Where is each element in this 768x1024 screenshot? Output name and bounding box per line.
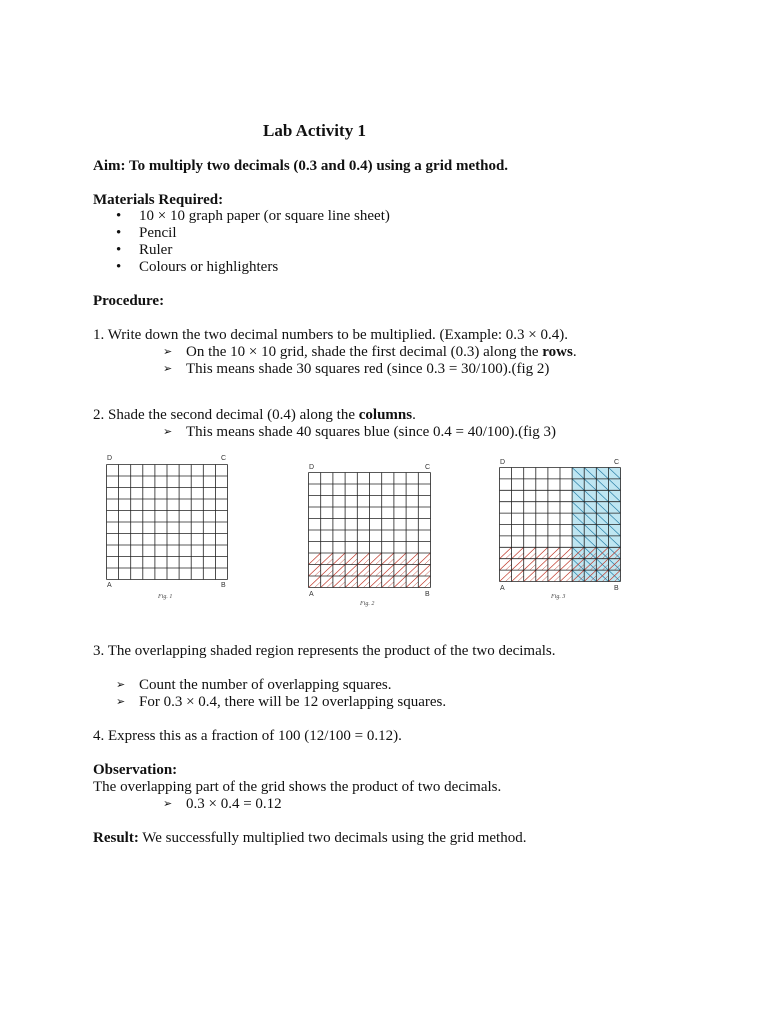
red-hatch [327, 582, 333, 588]
procedure-step-3: 3. The overlapping shaded region represents the product of the two decimals. [93, 643, 556, 659]
red-hatch [321, 553, 333, 565]
red-hatch [345, 565, 357, 577]
red-hatch [542, 553, 548, 559]
materials-heading: Materials Required: [93, 192, 224, 208]
red-hatch [339, 570, 345, 576]
corner-label-b: B [221, 582, 226, 589]
red-hatch [530, 564, 536, 570]
red-hatch [357, 553, 369, 565]
red-hatch [524, 547, 536, 558]
red-hatch [548, 547, 560, 558]
red-hatch [560, 570, 572, 581]
red-hatch [370, 576, 382, 588]
step-text: On the 10 × 10 grid, shade the first decimal (0.3) along the [186, 344, 543, 360]
red-hatch [500, 547, 512, 558]
result-text: We successfully multiplied two decimals using the grid method. [138, 830, 527, 846]
red-hatch [560, 559, 572, 570]
red-hatch [542, 576, 548, 582]
red-hatch [412, 582, 418, 588]
corner-label-b: B [614, 585, 619, 592]
red-hatch [548, 570, 560, 581]
red-hatch [554, 553, 560, 559]
red-hatch [536, 547, 548, 558]
red-hatch [388, 570, 394, 576]
red-hatch [406, 553, 418, 565]
red-hatch [512, 559, 524, 570]
grid-svg [106, 464, 228, 580]
step-bold-text: rows [542, 344, 573, 360]
step-text: 2. Shade the second decimal (0.4) along the [93, 407, 359, 423]
red-hatch [424, 570, 430, 576]
red-hatch [518, 553, 524, 559]
corner-label-d: D [309, 464, 315, 471]
red-hatch [394, 576, 406, 588]
red-hatch [566, 564, 572, 570]
materials-item: Ruler [139, 242, 173, 258]
corner-label-b: B [425, 591, 430, 598]
figure-caption: Fig. 3 [551, 594, 566, 600]
corner-label-c: C [221, 455, 227, 462]
red-hatch [363, 570, 369, 576]
red-hatch [345, 576, 357, 588]
red-hatch [518, 564, 524, 570]
bullet-icon: • [116, 225, 122, 241]
red-hatch [309, 565, 321, 577]
red-hatch [321, 576, 333, 588]
red-hatch [315, 559, 321, 565]
corner-label-a: A [500, 585, 505, 592]
materials-item: 10 × 10 graph paper (or square line sheet) [139, 208, 390, 224]
red-hatch [382, 565, 394, 577]
corner-label-d: D [107, 455, 113, 462]
observation-text: The overlapping part of the grid shows the product of two decimals. [93, 779, 502, 795]
step-bold-text: columns [358, 407, 413, 423]
materials-item: Colours or highlighters [139, 259, 279, 275]
figure-caption: Fig. 1 [158, 594, 173, 600]
red-hatch [333, 553, 345, 565]
red-hatch [424, 559, 430, 565]
red-hatch [554, 564, 560, 570]
result-label: Result: [93, 830, 139, 846]
corner-label-d: D [500, 459, 506, 466]
red-hatch [506, 564, 512, 570]
procedure-step-2 [93, 407, 416, 424]
red-hatch [524, 570, 536, 581]
procedure-step-4: 4. Express this as a fraction of 100 (12/100 = 0.12). [93, 728, 402, 744]
red-hatch [394, 553, 406, 565]
red-hatch [321, 565, 333, 577]
step-text: . [412, 407, 416, 423]
red-hatch [400, 570, 406, 576]
arrow-bullet-icon: ➢ [116, 696, 126, 708]
red-hatch [363, 582, 369, 588]
grid-figure-1 [106, 464, 228, 580]
red-hatch [327, 570, 333, 576]
red-hatch [315, 582, 321, 588]
red-hatch [351, 559, 357, 565]
red-hatch [536, 559, 548, 570]
red-hatch [518, 576, 524, 582]
bullet-icon: • [116, 242, 122, 258]
red-hatch [363, 559, 369, 565]
corner-label-c: C [614, 459, 620, 466]
red-hatch [424, 582, 430, 588]
arrow-bullet-icon: ➢ [163, 346, 173, 358]
bullet-icon: • [116, 208, 122, 224]
red-hatch [548, 559, 560, 570]
red-hatch [536, 570, 548, 581]
page-title: Lab Activity 1 [263, 121, 366, 140]
corner-label-a: A [309, 591, 314, 598]
red-hatch [418, 553, 430, 565]
red-hatch [418, 576, 430, 588]
grid-figure-2 [308, 472, 431, 588]
procedure-step-1-sub-1 [186, 344, 577, 361]
figure-caption: Fig. 2 [360, 601, 375, 607]
red-hatch [500, 570, 512, 581]
grid-figure-3 [499, 467, 621, 582]
red-hatch [394, 565, 406, 577]
red-hatch [333, 576, 345, 588]
procedure-step-3-sub-2: For 0.3 × 0.4, there will be 12 overlapping squares. [139, 694, 447, 710]
procedure-step-1: 1. Write down the two decimal numbers to be multiplied. (Example: 0.3 × 0.4). [93, 327, 568, 343]
corner-label-a: A [107, 582, 112, 589]
red-hatch [512, 570, 524, 581]
corner-label-c: C [425, 464, 431, 471]
red-hatch [351, 582, 357, 588]
red-hatch [388, 559, 394, 565]
observation-heading: Observation: [93, 762, 178, 778]
step-text: . [572, 344, 577, 360]
result-line [93, 830, 526, 847]
red-hatch [560, 547, 572, 558]
red-hatch [418, 565, 430, 577]
red-hatch [506, 576, 512, 582]
red-hatch [376, 570, 382, 576]
red-hatch [400, 559, 406, 565]
red-hatch [554, 576, 560, 582]
arrow-bullet-icon: ➢ [163, 426, 173, 438]
red-hatch [327, 559, 333, 565]
red-hatch [376, 559, 382, 565]
red-hatch [345, 553, 357, 565]
red-hatch [333, 565, 345, 577]
arrow-bullet-icon: ➢ [116, 679, 126, 691]
procedure-step-3-sub-1: Count the number of overlapping squares. [139, 677, 392, 693]
red-hatch [339, 559, 345, 565]
red-hatch [309, 553, 321, 565]
red-hatch [566, 553, 572, 559]
arrow-bullet-icon: ➢ [163, 798, 173, 810]
red-hatch [351, 570, 357, 576]
red-hatch [406, 576, 418, 588]
procedure-heading: Procedure: [93, 293, 165, 309]
red-hatch [357, 576, 369, 588]
red-hatch [376, 582, 382, 588]
red-hatch [388, 582, 394, 588]
bullet-icon: • [116, 259, 122, 275]
arrow-bullet-icon: ➢ [163, 363, 173, 375]
red-hatch [500, 559, 512, 570]
red-hatch [406, 565, 418, 577]
red-hatch [382, 576, 394, 588]
red-hatch [370, 553, 382, 565]
procedure-step-1-sub-2: This means shade 30 squares red (since 0.3 = 30/100).(fig 2) [186, 361, 550, 377]
red-hatch [357, 565, 369, 577]
red-hatch [412, 570, 418, 576]
materials-item: Pencil [139, 225, 177, 241]
red-hatch [370, 565, 382, 577]
red-hatch [566, 576, 572, 582]
grid-svg [499, 467, 621, 582]
red-hatch [542, 564, 548, 570]
grid-svg [308, 472, 431, 588]
observation-sub-1: 0.3 × 0.4 = 0.12 [186, 796, 282, 812]
red-hatch [412, 559, 418, 565]
red-hatch [530, 553, 536, 559]
red-hatch [530, 576, 536, 582]
aim-text: Aim: To multiply two decimals (0.3 and 0.4) using a grid method. [93, 158, 509, 174]
red-hatch [506, 553, 512, 559]
red-hatch [512, 547, 524, 558]
red-hatch [339, 582, 345, 588]
red-hatch [400, 582, 406, 588]
red-hatch [309, 576, 321, 588]
red-hatch [315, 570, 321, 576]
red-hatch [382, 553, 394, 565]
red-hatch [524, 559, 536, 570]
procedure-step-2-sub-1: This means shade 40 squares blue (since 0.4 = 40/100).(fig 3) [186, 424, 557, 440]
